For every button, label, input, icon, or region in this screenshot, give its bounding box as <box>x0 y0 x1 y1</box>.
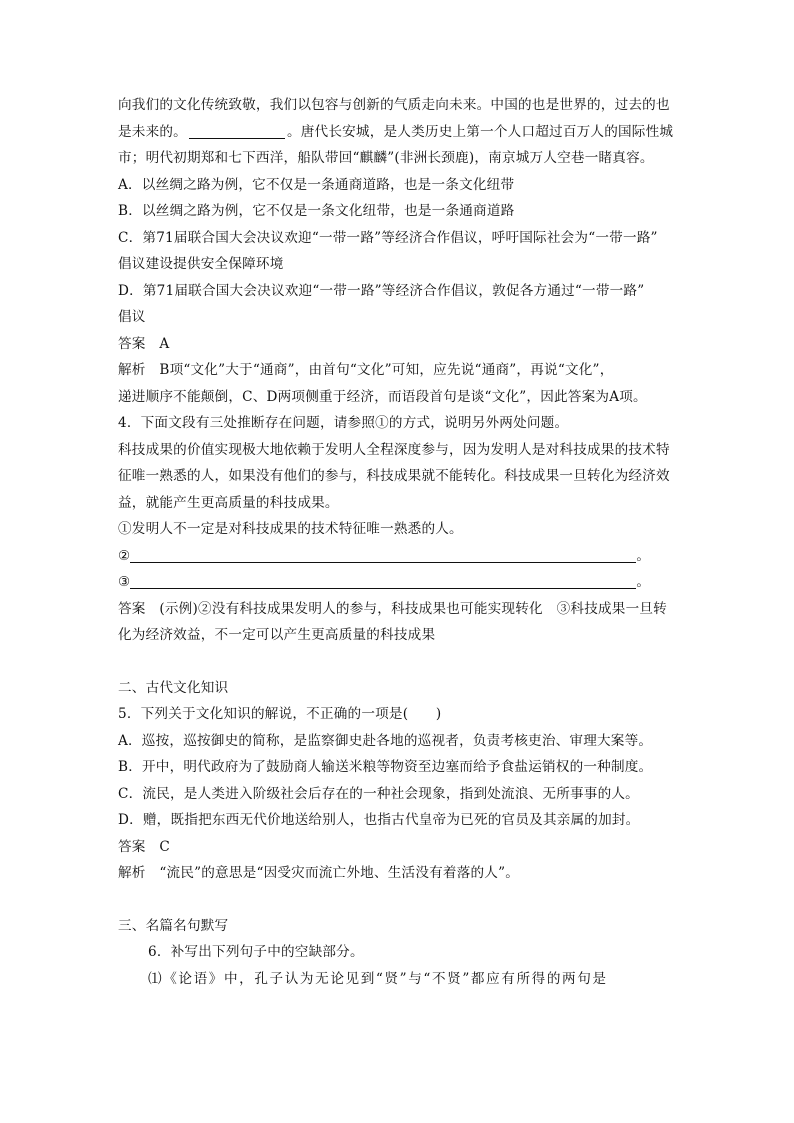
q3-option-b: B．以丝绸之路为例，它不仅是一条文化纽带，也是一条通商道路 <box>118 203 515 219</box>
section-3-heading: 三、名篇名句默写 <box>118 917 229 934</box>
q5-question: 5．下列关于文化知识的解说，不正确的一项是( ) <box>118 706 442 722</box>
q3-option-d-line-2: 倡议 <box>118 309 146 325</box>
q3-analysis-line-2: 递进顺序不能颠倒，C、D两项侧重于经济，而语段首句是谈“文化”，因此答案为A项。 <box>118 388 647 405</box>
q4-blank-3: ③ 。 <box>118 574 651 590</box>
q3-answer: 答案 A <box>118 335 170 352</box>
q3-option-c-line-2: 倡议建设提供安全保障环境 <box>118 256 284 272</box>
q3-option-a: A．以丝绸之路为例，它不仅是一条通商道路，也是一条文化纽带 <box>118 176 515 193</box>
q6-question: 6．补写出下列句子中的空缺部分。 <box>148 944 364 960</box>
q4-answer-line-1: 答案 (示例)②没有科技成果发明人的参与，科技成果也可能实现转化 ③科技成果一旦转 <box>118 600 667 617</box>
q3-option-d-line-1: D．第71届联合国大会决议欢迎“一带一路”等经济合作倡议，敦促各方通过“一带一路” <box>118 282 645 299</box>
q4-passage-line-3: 益，就能产生更高质量的科技成果。 <box>118 494 339 511</box>
q5-answer: 答案 C <box>118 838 170 855</box>
q5-option-d: D．赠，既指把东西无代价地送给别人，也指古代皇帝为已死的官员及其亲属的加封。 <box>118 812 640 828</box>
q4-answer-line-2-text: 化为经济效益，不一定可以产生更高质量的科技成果 <box>118 627 436 643</box>
q6-sub-1: ⑴《论语》中，孔子认为无论见到“贤”与“不贤”都应有所得的两句是 <box>148 970 608 987</box>
q3-passage-line-1: 向我们的文化传统致敬，我们以包容与创新的气质走向未来。中国的也是世界的，过去的也 <box>118 97 670 113</box>
section-2-heading: 二、古代文化知识 <box>118 679 229 696</box>
q3-analysis-line-1: 解析 B项“文化”大于“通商”，由首句“文化”可知，应先说“通商”，再说“文化”， <box>118 362 614 378</box>
q4-example: ①发明人不一定是对科技成果的技术特征唯一熟悉的人。 <box>118 521 463 537</box>
q4-answer-line-3 <box>130 574 636 589</box>
q3-answer-blank <box>189 124 285 139</box>
q3-option-c-line-1: C．第71届联合国大会决议欢迎“一带一路”等经济合作倡议，呼吁国际社会为“一带一路” <box>118 229 658 246</box>
q4-passage-line-1: 科技成果的价值实现极大地依赖于发明人全程深度参与，因为发明人是对科技成果的技术特 <box>118 441 670 458</box>
q4-question: 4．下面文段有三处推断存在问题，请参照①的方式，说明另外两处问题。 <box>118 415 569 431</box>
q4-blank-2: ② 。 <box>118 547 651 564</box>
document-page <box>118 92 678 992</box>
q5-option-c: C．流民，是人类进入阶级社会后存在的一种社会现象，指到处流浪、无所事事的人。 <box>118 785 639 802</box>
q5-option-a: A．巡按，巡按御史的简称，是监察御史赴各地的巡视者，负责考核吏治、审理大案等。 <box>118 732 653 749</box>
q4-answer-line-2 <box>130 548 636 563</box>
q3-passage-line-3: 市；明代初期郑和七下西洋，船队带回“麒麟”(非洲长颈鹿)，南京城万人空巷一睹真容。 <box>118 150 654 166</box>
q4-passage-line-2: 征唯一熟悉的人，如果没有他们的参与，科技成果就不能转化。科技成果一旦转化为经济效 <box>118 468 670 484</box>
q3-passage-line-2: 是未来的。 。唐代长安城，是人类历史上第一个人口超过百万人的国际性城 <box>118 123 674 140</box>
q5-analysis: 解析 “流民”的意思是“因受灾而流亡外地、生活没有着落的人”。 <box>118 865 520 881</box>
q5-option-b: B．开中，明代政府为了鼓励商人输送米粮等物资至边塞而给予食盐运销权的一种制度。 <box>118 759 653 775</box>
